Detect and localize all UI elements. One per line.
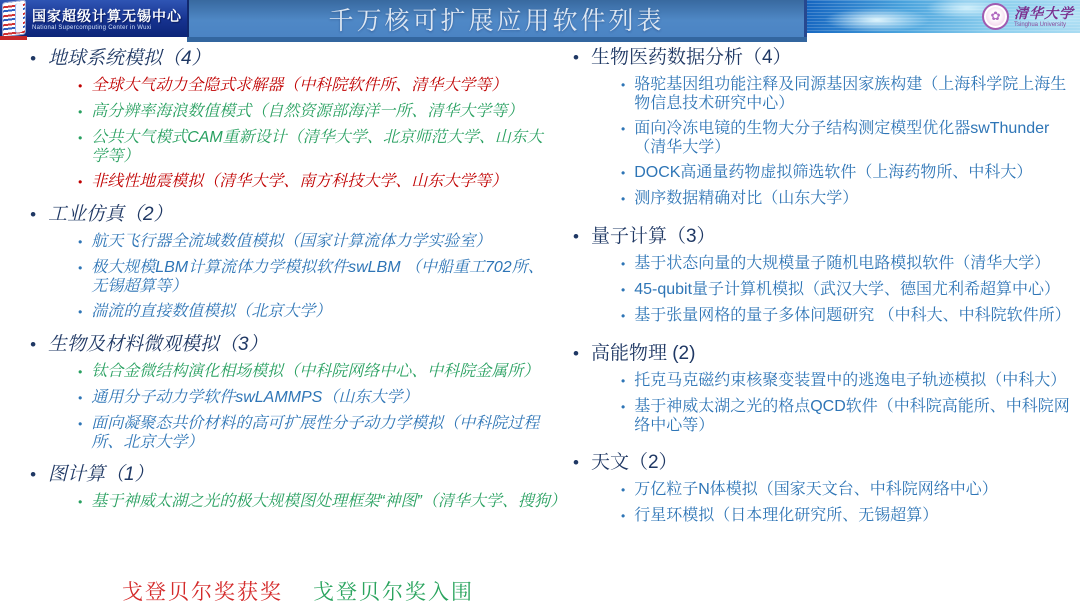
bullet-icon: • — [621, 283, 626, 297]
award-legend — [122, 576, 474, 606]
software-item-text: 通用分子动力学软件swLAMMPS（山东大学） — [91, 389, 419, 406]
category-section — [573, 225, 1075, 326]
slide-title: 千万核可扩展应用软件列表 — [328, 6, 665, 35]
tsinghua-logo-text — [1014, 6, 1074, 28]
software-item-text: 基于张量网格的量子多体问题研究 （中科大、中科院软件所） — [634, 307, 1071, 324]
software-item-text: 行星环模拟（日本理化研究所、无锡超算） — [634, 507, 939, 524]
category-header — [573, 451, 1075, 474]
software-item — [621, 75, 1075, 113]
bullet-icon: • — [621, 374, 626, 388]
tsinghua-seal-icon — [982, 3, 1009, 30]
software-item — [78, 362, 558, 382]
bullet-icon: • — [30, 205, 36, 224]
software-item — [621, 371, 1075, 391]
bullet-icon: • — [621, 166, 626, 180]
bullet-icon: • — [621, 192, 626, 206]
category-title: 高能物理 (2) — [590, 343, 696, 364]
nscc-name-cn: 国家超级计算无锡中心 — [32, 7, 182, 24]
software-item — [78, 128, 558, 166]
bullet-icon: • — [78, 175, 83, 189]
category-section — [30, 47, 558, 192]
category-header — [573, 342, 1075, 365]
category-section — [30, 463, 566, 512]
category-title: 量子计算（3） — [590, 226, 716, 247]
category-title: 图计算（1） — [47, 464, 154, 485]
bullet-icon: • — [621, 400, 626, 414]
category-header — [573, 46, 1075, 69]
software-item-text: 全球大气动力全隐式求解器（中科院软件所、清华大学等） — [91, 77, 508, 94]
bullet-icon: • — [78, 305, 83, 319]
software-item-text: 基于神威太湖之光的极大规模图处理框架“神图”（清华大学、搜狗） — [91, 493, 566, 510]
bullet-icon: • — [78, 105, 83, 119]
bullet-icon: • — [78, 79, 83, 93]
software-item — [621, 306, 1075, 326]
software-item — [621, 254, 1075, 274]
software-item-text: 高分辨率海浪数值模式（自然资源部海洋一所、清华大学等） — [91, 103, 524, 120]
bullet-icon: • — [621, 78, 626, 92]
software-item-text: 骆驼基因组功能注释及同源基因家族构建（上海科学院上海生物信息技术研究中心） — [634, 76, 1067, 112]
software-item — [78, 172, 558, 192]
category-header — [30, 463, 558, 486]
software-item-text: 极大规模LBM计算流体力学模拟软件swLBM （中船重工702所、无锡超算等） — [91, 259, 544, 295]
software-item-text: 45-qubit量子计算机模拟（武汉大学、德国尤利希超算中心） — [634, 281, 1061, 298]
software-item — [621, 480, 1075, 500]
software-item — [621, 397, 1075, 435]
right-column — [573, 42, 1075, 532]
software-item — [78, 102, 558, 122]
tsinghua-logo — [982, 3, 1074, 30]
software-item — [621, 280, 1075, 300]
bullet-icon: • — [78, 261, 83, 275]
software-item-text: 测序数据精确对比（山东大学） — [634, 190, 859, 207]
category-header — [30, 203, 558, 226]
category-header — [30, 47, 558, 70]
bullet-icon: • — [621, 509, 626, 523]
software-item-text: 万亿粒子N体模拟（国家天文台、中科院网络中心） — [634, 481, 998, 498]
category-title: 工业仿真（2） — [47, 204, 173, 225]
software-item — [621, 506, 1075, 526]
software-item — [78, 232, 558, 252]
legend-gordon-bell-winner: 戈登贝尔奖获奖 — [122, 580, 283, 604]
bullet-icon: • — [78, 495, 83, 509]
tsinghua-name-cn: 清华大学 — [1014, 4, 1074, 21]
software-item — [78, 76, 558, 96]
legend-gordon-bell-finalist: 戈登贝尔奖入围 — [313, 580, 474, 604]
bullet-icon: • — [78, 131, 83, 145]
bullet-icon: • — [78, 235, 83, 249]
software-item-text: DOCK高通量药物虚拟筛选软件（上海药物所、中科大） — [634, 164, 1033, 181]
category-title: 天文（2） — [590, 452, 678, 473]
category-header — [30, 333, 558, 356]
bullet-icon: • — [621, 257, 626, 271]
nscc-wuxi-logo — [0, 0, 187, 37]
software-item — [78, 302, 558, 322]
nscc-logo-text — [32, 7, 182, 31]
category-section — [573, 46, 1075, 209]
bullet-icon: • — [30, 465, 36, 484]
software-item — [78, 258, 558, 296]
bullet-icon: • — [573, 344, 579, 363]
supercomputer-cabinet-icon — [3, 1, 25, 37]
bullet-icon: • — [30, 49, 36, 68]
left-column — [30, 42, 566, 518]
category-title: 生物及材料微观模拟（3） — [47, 334, 268, 355]
software-item-text: 基于状态向量的大规模量子随机电路模拟软件（清华大学） — [634, 255, 1051, 272]
world-map-graphic — [807, 0, 1080, 33]
category-header — [573, 225, 1075, 248]
bullet-icon: • — [573, 48, 579, 67]
software-item-text: 基于神威太湖之光的格点QCD软件（中科院高能所、中科院网络中心等） — [634, 398, 1070, 434]
category-title: 生物医药数据分析（4） — [590, 47, 792, 68]
tsinghua-name-en: Tsinghua University — [1014, 21, 1067, 28]
software-item-text: 托克马克磁约束核聚变装置中的逃逸电子轨迹模拟（中科大） — [634, 372, 1067, 389]
software-item-text: 钛合金微结构演化相场模拟（中科院网络中心、中科院金属所） — [91, 363, 540, 380]
nscc-name-en: National Supercomputing Center in Wuxi — [32, 24, 152, 31]
software-item-text: 湍流的直接数值模拟（北京大学） — [91, 303, 332, 320]
slide-title-band — [187, 0, 807, 37]
slide-header — [0, 0, 1080, 42]
software-item-text: 非线性地震模拟（清华大学、南方科技大学、山东大学等） — [91, 173, 508, 190]
software-item-text: 面向凝聚态共价材料的高可扩展性分子动力学模拟（中科院过程所、北京大学） — [91, 415, 540, 451]
bullet-icon: • — [621, 309, 626, 323]
software-item — [621, 163, 1075, 183]
software-item — [621, 119, 1075, 157]
software-item-text: 航天飞行器全流域数值模拟（国家计算流体力学实验室） — [91, 233, 492, 250]
category-section — [30, 203, 558, 322]
software-item — [621, 189, 1075, 209]
bullet-icon: • — [78, 417, 83, 431]
software-item — [78, 492, 566, 512]
software-item-text: 公共大气模式CAM重新设计（清华大学、北京师范大学、山东大学等） — [91, 129, 543, 165]
bullet-icon: • — [30, 335, 36, 354]
bullet-icon: • — [78, 391, 83, 405]
bullet-icon: • — [621, 122, 626, 136]
category-section — [573, 342, 1075, 435]
category-section — [30, 333, 558, 452]
bullet-icon: • — [573, 453, 579, 472]
logo-red-accent — [0, 36, 27, 40]
software-item-text: 面向冷冻电镜的生物大分子结构测定模型优化器swThunder（清华大学） — [634, 120, 1050, 156]
software-item — [78, 414, 558, 452]
bullet-icon: • — [621, 483, 626, 497]
bullet-icon: • — [78, 365, 83, 379]
bullet-icon: • — [573, 227, 579, 246]
category-title: 地球系统模拟（4） — [47, 48, 211, 69]
software-item — [78, 388, 558, 408]
category-section — [573, 451, 1075, 526]
